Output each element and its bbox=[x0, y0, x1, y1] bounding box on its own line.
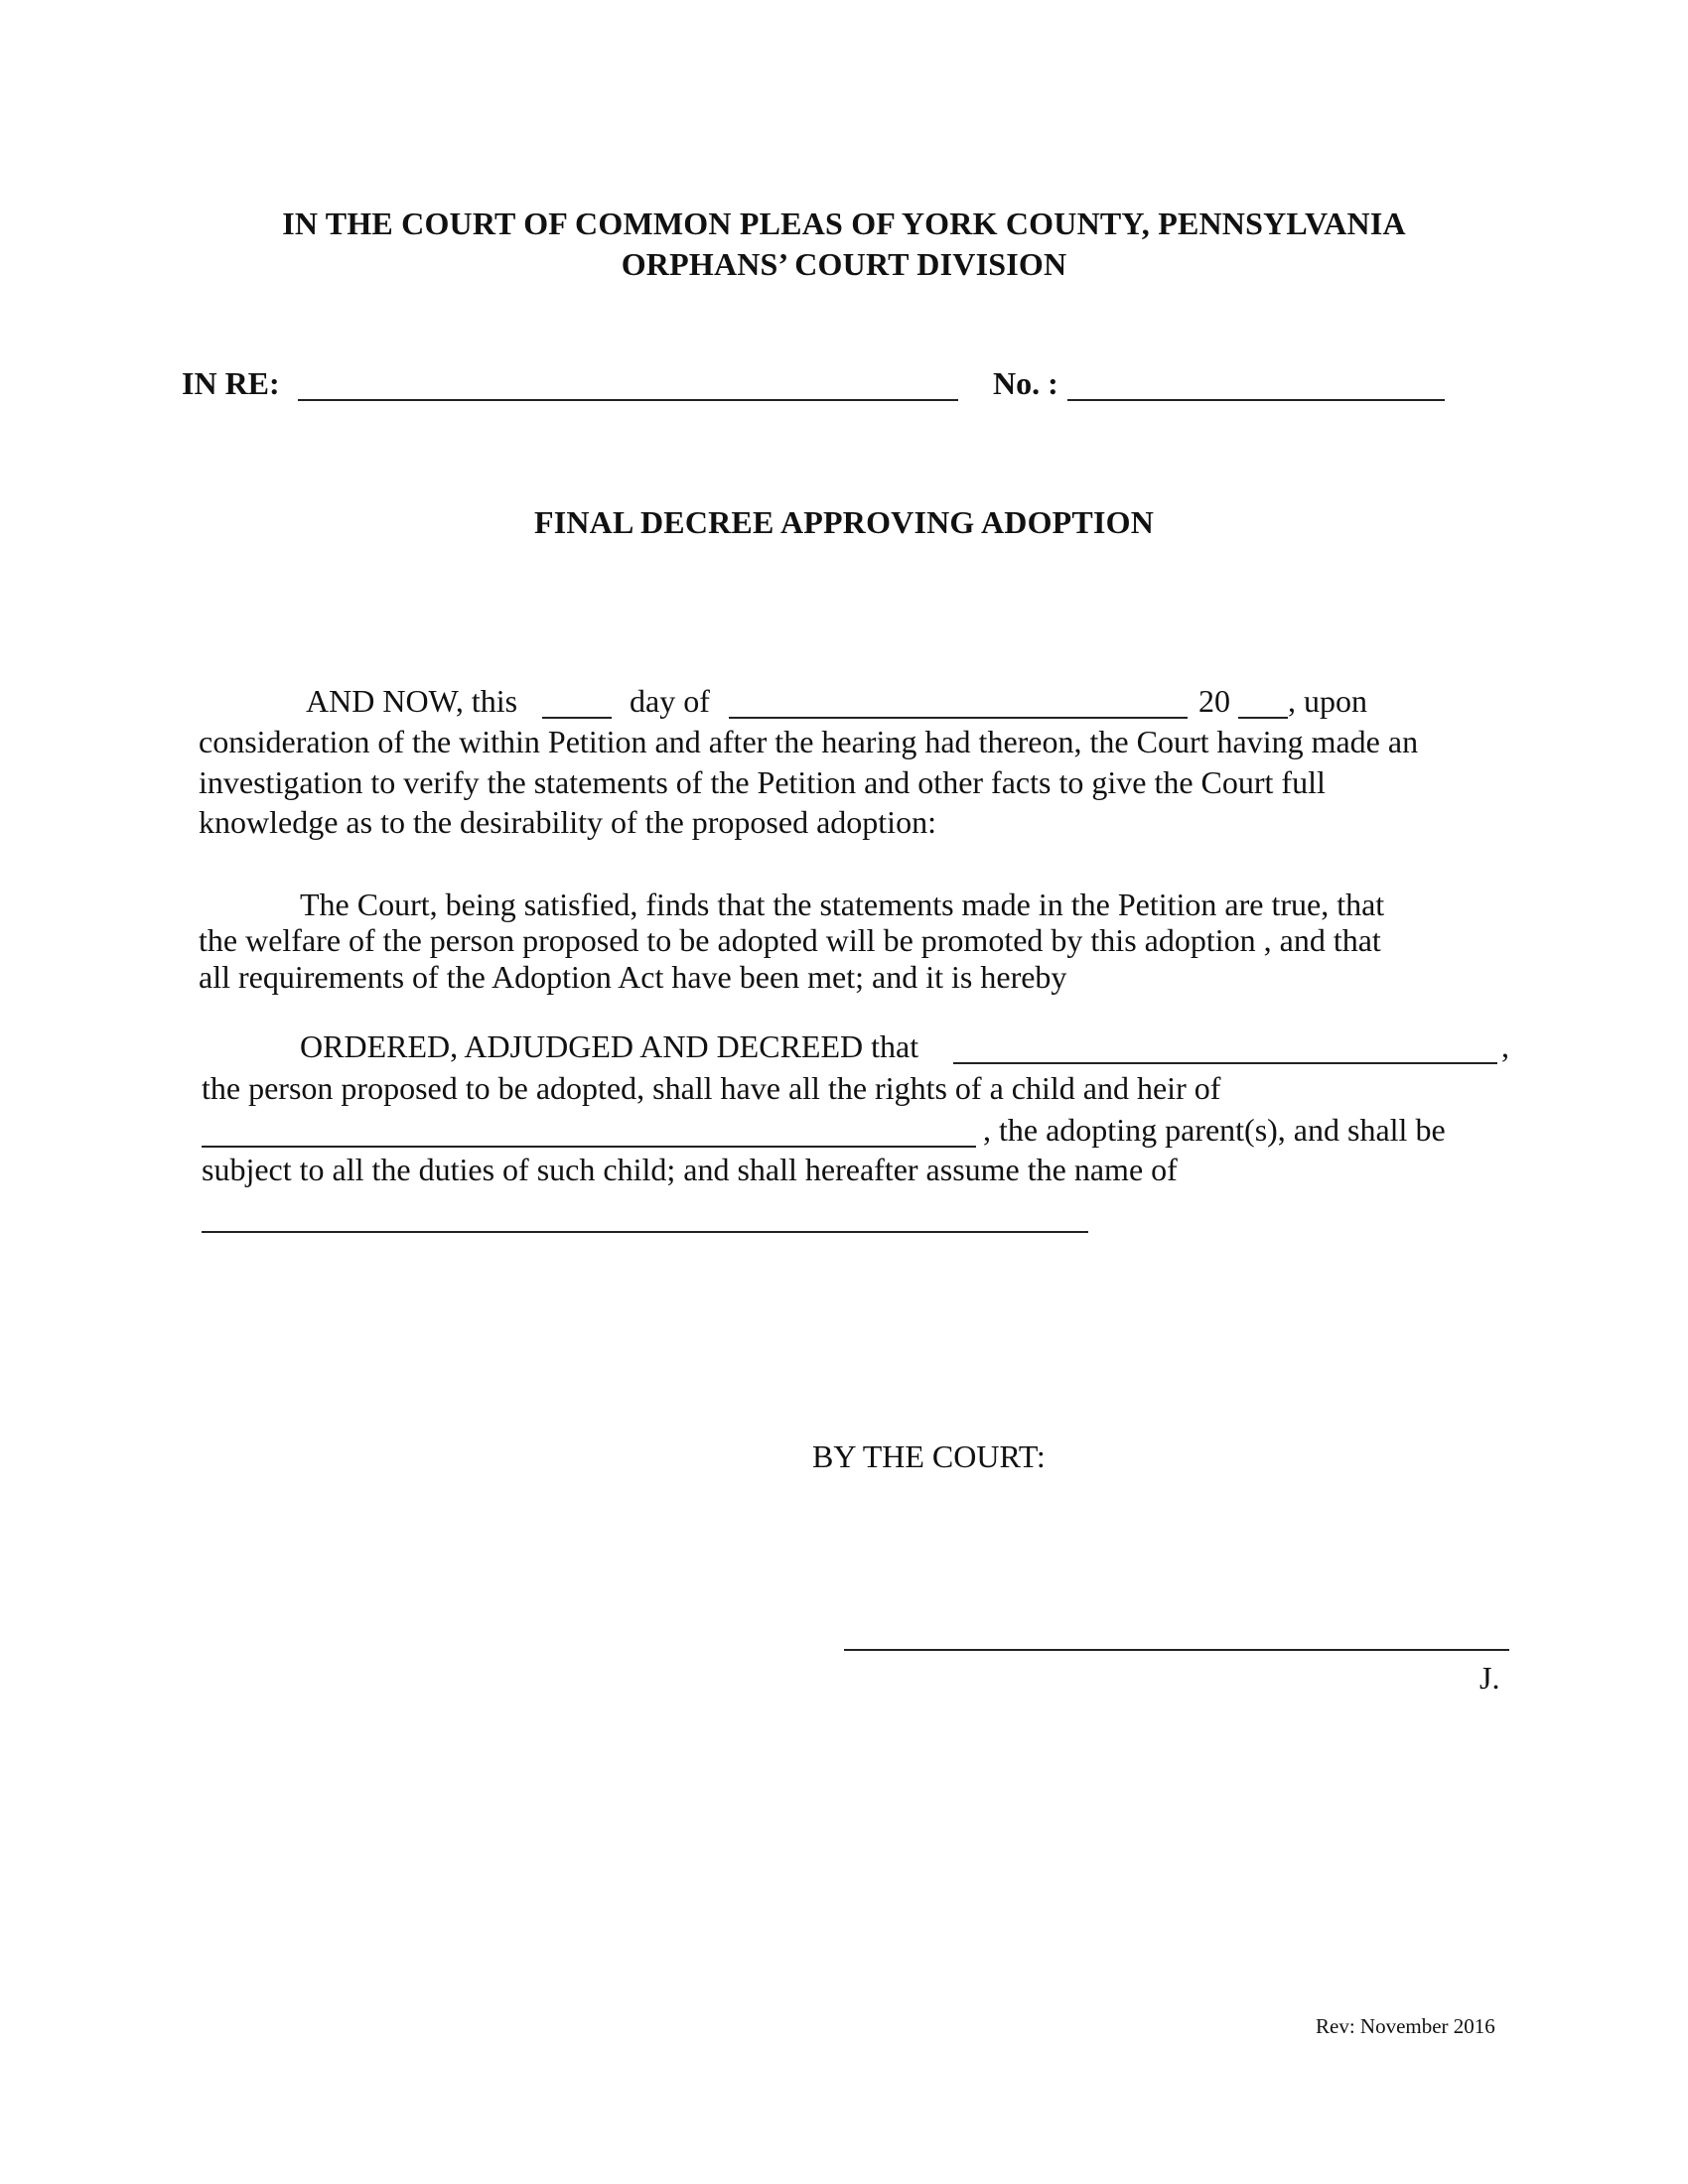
adoptee-name-field[interactable] bbox=[953, 1062, 1497, 1064]
judge-suffix: J. bbox=[1479, 1660, 1500, 1696]
para3-line4: subject to all the duties of such child; and shall hereafter assume the name of bbox=[202, 1152, 1178, 1187]
para1-line4: knowledge as to the desirability of the proposed adoption: bbox=[199, 804, 936, 840]
para1-intro: AND NOW, this bbox=[306, 683, 518, 719]
para3-comma: , bbox=[1501, 1028, 1509, 1064]
in-re-label: IN RE: bbox=[182, 365, 280, 401]
para1-day-of: day of bbox=[630, 683, 710, 719]
para2-line3: all requirements of the Adoption Act have been met; and it is hereby bbox=[199, 959, 1067, 995]
in-re-field[interactable] bbox=[298, 399, 958, 401]
document-title: FINAL DECREE APPROVING ADOPTION bbox=[533, 504, 1155, 540]
para2-line2: the welfare of the person proposed to be adopted will be promoted by this adoption , and that bbox=[199, 922, 1381, 958]
para3-ordered: ORDERED, ADJUDGED AND DECREED that bbox=[300, 1028, 919, 1064]
para2-line1: The Court, being satisfied, finds that the statements made in the Petition are true, that bbox=[300, 887, 1385, 922]
year-field[interactable] bbox=[1238, 717, 1288, 719]
judge-signature-line[interactable] bbox=[844, 1649, 1509, 1651]
para1-line2: consideration of the within Petition and after the hearing had thereon, the Court having made an bbox=[199, 724, 1419, 759]
para3-line2: the person proposed to be adopted, shall have all the rights of a child and heir of bbox=[202, 1070, 1221, 1106]
court-header-line1: IN THE COURT OF COMMON PLEAS OF YORK COUNTY, PENNSYLVANIA bbox=[282, 205, 1406, 241]
case-number-field[interactable] bbox=[1067, 399, 1445, 401]
month-field[interactable] bbox=[729, 717, 1188, 719]
adopting-parents-field[interactable] bbox=[202, 1146, 976, 1148]
case-number-label: No. : bbox=[993, 365, 1058, 401]
day-field[interactable] bbox=[542, 717, 612, 719]
court-header-line2: ORPHANS’ COURT DIVISION bbox=[621, 246, 1067, 282]
para1-line3: investigation to verify the statements of the Petition and other facts to give the Court full bbox=[199, 764, 1326, 800]
by-the-court-label: BY THE COURT: bbox=[812, 1438, 1046, 1474]
para1-century: 20 bbox=[1198, 683, 1230, 719]
new-name-field[interactable] bbox=[202, 1231, 1088, 1233]
revision-note: Rev: November 2016 bbox=[1316, 2014, 1495, 2038]
para1-upon: , upon bbox=[1288, 683, 1367, 719]
para3-line3-suffix: , the adopting parent(s), and shall be bbox=[983, 1112, 1446, 1148]
